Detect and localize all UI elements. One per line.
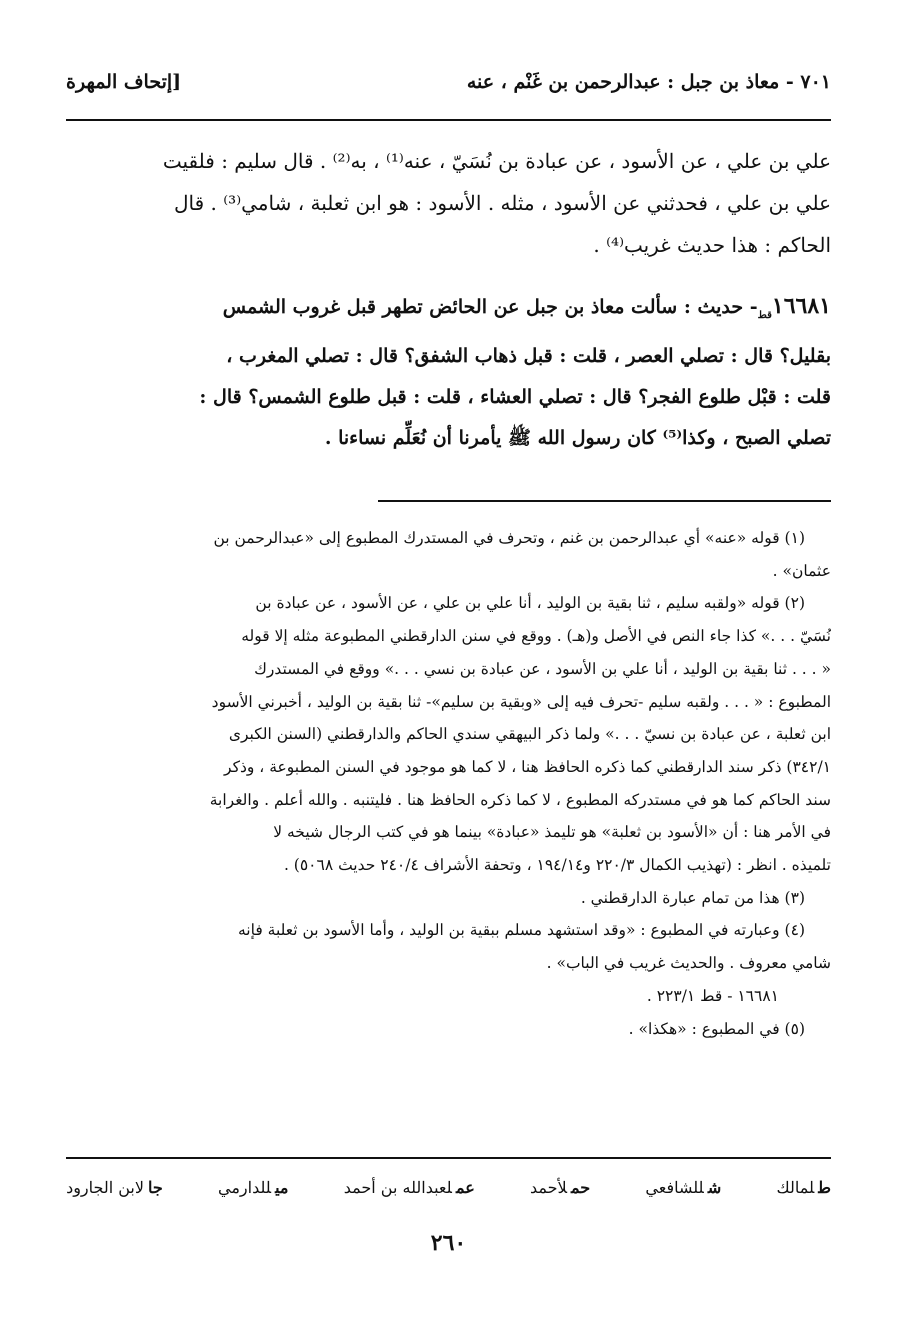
footnote-2-cont: نُسَيّ . . .» كذا جاء النص في الأصل و(هـ) . ووقع في سنن الدارقطني المطبوعة مثله إلا قوله xyxy=(241,627,831,646)
page-header xyxy=(66,62,831,102)
running-title: ٧٠١ - معاذ بن جبل : عبدالرحمن بن غَنْم ، عنه xyxy=(466,71,831,93)
footnote-2-cont: سند الحاكم كما هو في مستدركه المطبوع ، لا كما ذكره الحافظ هنا . فليتنبه . والله أعلم . والغرابة xyxy=(209,790,831,809)
text-line: علي بن علي ، فحدثني عن الأسود ، مثله . الأسود : هو ابن ثعلبة ، شامي⁽³⁾ . قال xyxy=(174,191,831,215)
footnote-3: (٣) هذا من تمام عبارة الدارقطني . xyxy=(580,888,805,907)
footnote-2-cont: في الأمر هنا : أن «الأسود بن ثعلبة» هو تليمذ «عبادة» بينما هو في كتب الرجال شيخه لا xyxy=(273,823,831,842)
source-mark: قط xyxy=(757,309,772,321)
hadith-line: بقليل؟ قال : تصلي العصر ، قلت : قبل ذهاب الشفق؟ قال : تصلي المغرب ، xyxy=(226,344,831,367)
header-divider xyxy=(66,119,831,121)
main-text xyxy=(66,140,831,266)
sigla-legend xyxy=(66,1172,831,1202)
book-title: [إتحاف المهرة xyxy=(66,71,182,93)
sigla-item: حملأحمد xyxy=(529,1177,591,1197)
text-line: علي بن علي ، عن الأسود ، عن عبادة بن نُسَيّ ، عنه⁽¹⁾ ، به⁽²⁾ . قال سليم : فلقيت xyxy=(162,149,831,173)
footnote-4-cont: شامي معروف . والحديث غريب في الباب» . xyxy=(546,954,831,973)
page-number: ٢٦٠ xyxy=(430,1230,467,1256)
hadith-text: - حديث : سألت معاذ بن جبل عن الحائض تطهر قبل غروب الشمس xyxy=(222,296,758,318)
text-line: الحاكم : هذا حديث غريب⁽⁴⁾ . xyxy=(593,233,831,257)
footnote-divider xyxy=(378,500,831,502)
hadith-number: ١٦٦٨١ xyxy=(771,293,831,319)
hadith-line xyxy=(66,286,831,336)
sigla-divider xyxy=(66,1157,831,1159)
footnote-2-cont: تلميذه . انظر : (تهذيب الكمال ٢٢٠/٣ و١٩٤/١٤ ، وتحفة الأشراف ٢٤٠/٤ حديث ٥٠٦٨) . xyxy=(283,856,831,875)
footnote-2: (٢) قوله «ولقبه سليم ، ثنا بقية بن الوليد ، أنا علي بن علي ، عن الأسود ، عن عبادة بن xyxy=(255,594,805,613)
footnote-1-cont: عثمان» . xyxy=(772,561,831,580)
hadith-line: تصلي الصبح ، وكذا⁽⁵⁾ كان رسول الله ﷺ يأمرنا أن نُعَلِّم نساءنا . xyxy=(324,426,831,449)
hadith-line: قلت : قبْل طلوع الفجر؟ قال : تصلي العشاء ، قلت : قبل طلوع الشمس؟ قال : xyxy=(199,385,831,408)
sigla-item: ميللدارمي xyxy=(218,1177,289,1197)
footnote-1: (١) قوله «عنه» أي عبدالرحمن بن غنم ، وتحرف في المستدرك المطبوع إلى «عبدالرحمن بن xyxy=(213,529,805,547)
footnote-2-cont: « . . . ثنا بقية بن الوليد ، أنا علي بن الأسود ، عن عبادة بن نسي . . .» ووقع في المستدرك xyxy=(254,659,831,678)
sigla-item: طلمالك xyxy=(776,1177,831,1197)
footnote-2-cont: ٣٤٢/١) ذكر سند الدارقطني كما ذكره الحافظ هنا ، لا كما هو موجود في السنن المطبوعة ، وذكر xyxy=(224,757,831,776)
source-reference: ١٦٦٨١ - قط ٢٢٣/١ . xyxy=(646,986,779,1005)
sigla-item: شللشافعي xyxy=(645,1177,722,1197)
sigla-item: جالابن الجارود xyxy=(66,1177,163,1197)
footnote-2-cont: ابن ثعلبة ، عن عبادة بن نسيّ . . .» ولما ذكر البيهقي سندي الحاكم والدارقطني (السنن الكبرى xyxy=(228,725,831,744)
sigla-item: عملعبدالله بن أحمد xyxy=(343,1177,475,1197)
footnote-2-cont: المطبوع : « . . . ولقبه سليم -تحرف فيه إلى «وبقية بن سليم»- ثنا بقية بن الوليد ، أخبرني الأسود xyxy=(211,692,831,711)
footnotes xyxy=(66,522,831,1045)
footnote-4: (٤) وعبارته في المطبوع : «وقد استشهد مسلم ببقية بن الوليد ، وأما الأسود بن ثعلبة فإنه xyxy=(237,921,805,940)
footnote-5: (٥) في المطبوع : «هكذا» . xyxy=(628,1019,805,1038)
hadith-entry xyxy=(66,286,831,459)
